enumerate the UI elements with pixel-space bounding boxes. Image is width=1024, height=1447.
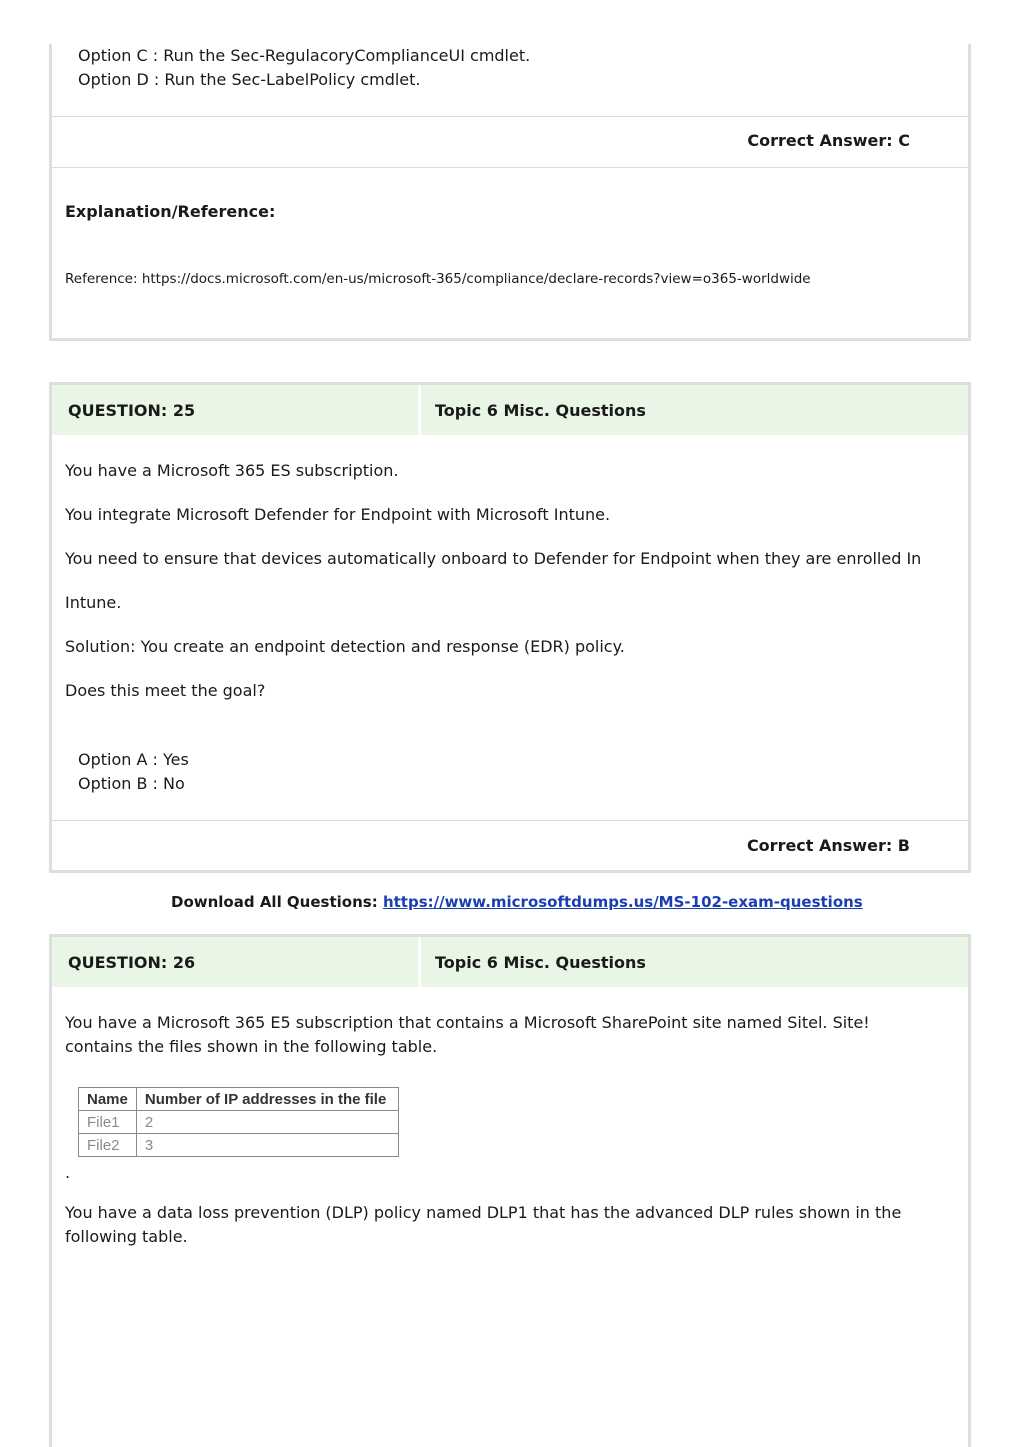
table-cell: 2 <box>136 1111 398 1134</box>
download-label: Download All Questions: <box>171 893 378 911</box>
column-header: Name <box>79 1088 137 1111</box>
period-mark: . <box>65 1163 71 1182</box>
question-line: You have a Microsoft 365 ES subscription. <box>65 461 399 480</box>
question-topic: Topic 6 Misc. Questions <box>435 401 646 420</box>
question-line: You integrate Microsoft Defender for Endpoint with Microsoft Intune. <box>65 505 611 524</box>
reference-text: Reference: https://docs.microsoft.com/en-us/microsoft-365/compliance/declare-records?view=o365-worldwide <box>65 271 811 287</box>
question-26-card <box>49 934 971 1447</box>
question-line: Does this meet the goal? <box>65 681 266 700</box>
table-row <box>79 1134 399 1157</box>
header-divider <box>418 385 421 435</box>
option-a: Option A : Yes <box>78 750 189 769</box>
divider <box>52 116 968 117</box>
divider <box>52 167 968 168</box>
column-header: Number of IP addresses in the file <box>136 1088 398 1111</box>
question-header <box>52 385 968 435</box>
question-line: Intune. <box>65 593 122 612</box>
table-row <box>79 1111 399 1134</box>
option-b: Option B : No <box>78 774 185 793</box>
question-line: Solution: You create an endpoint detection and response (EDR) policy. <box>65 637 625 656</box>
correct-answer: Correct Answer: C <box>747 131 910 150</box>
question-line: following table. <box>65 1227 188 1246</box>
question-header <box>52 937 968 987</box>
correct-answer: Correct Answer: B <box>746 836 910 855</box>
divider <box>52 820 968 821</box>
question-number: QUESTION: 26 <box>68 953 196 972</box>
download-link[interactable]: https://www.microsoftdumps.us/MS-102-exam-questions <box>382 893 863 911</box>
table-cell: 3 <box>136 1134 398 1157</box>
table-cell: File2 <box>79 1134 137 1157</box>
header-divider <box>418 937 421 987</box>
table-header-row <box>79 1088 399 1111</box>
files-table <box>78 1087 399 1157</box>
question-line: You need to ensure that devices automatically onboard to Defender for Endpoint when they are enrolled In <box>65 549 922 568</box>
explanation-heading: Explanation/Reference: <box>65 202 276 221</box>
question-line: contains the files shown in the following table. <box>65 1037 438 1056</box>
download-line <box>171 890 863 914</box>
prev-question-card <box>49 44 971 341</box>
question-25-card <box>49 382 971 873</box>
question-topic: Topic 6 Misc. Questions <box>435 953 646 972</box>
option-d: Option D : Run the Sec-LabelPolicy cmdlet. <box>78 70 421 89</box>
option-c: Option C : Run the Sec-RegulacoryComplianceUI cmdlet. <box>78 46 531 65</box>
question-line: You have a data loss prevention (DLP) policy named DLP1 that has the advanced DLP rules shown in the <box>65 1203 902 1222</box>
question-number: QUESTION: 25 <box>68 401 196 420</box>
table-cell: File1 <box>79 1111 137 1134</box>
question-line: You have a Microsoft 365 E5 subscription that contains a Microsoft SharePoint site named Sitel. Site! <box>65 1013 870 1032</box>
